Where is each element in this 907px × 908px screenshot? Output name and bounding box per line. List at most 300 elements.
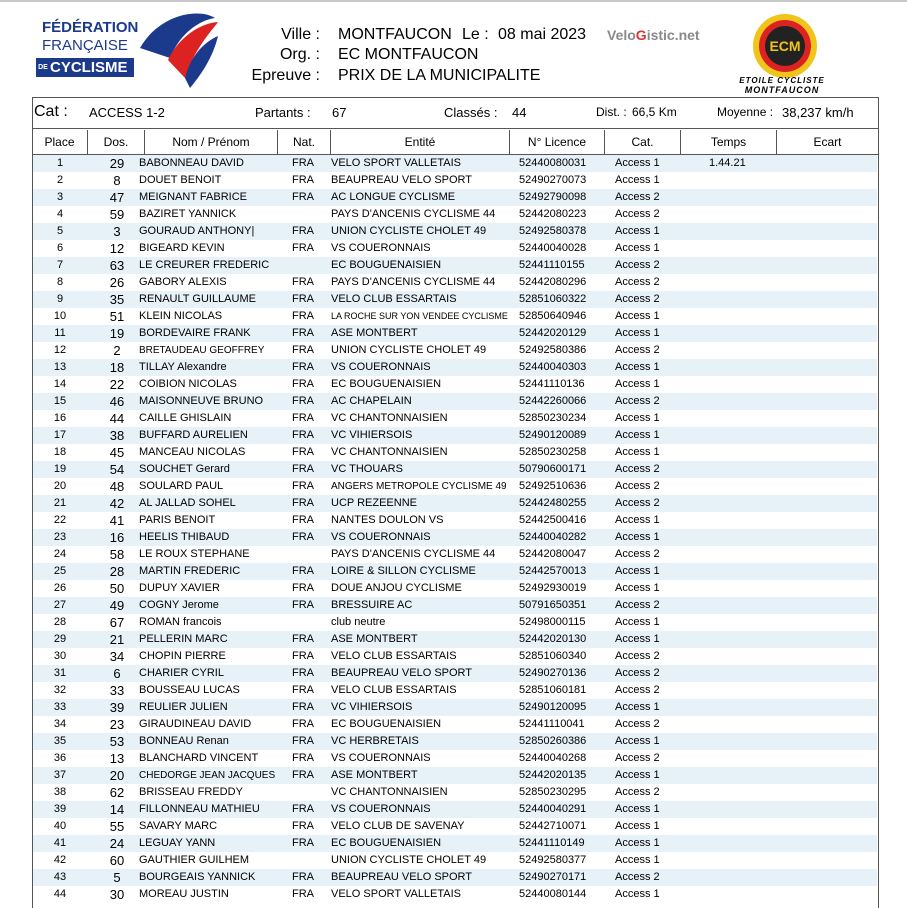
row-entity: LOIRE & SILLON CYCLISME [331,565,476,577]
row-licence: 52851060181 [519,684,587,696]
row-name: GOURAUD ANTHONY| [139,225,255,237]
row-entity: VC CHANTONNAISIEN [331,786,448,798]
table-row [33,291,877,308]
row-name: RENAULT GUILLAUME [139,293,256,305]
row-entity: VC CHANTONNAISIEN [331,412,448,424]
row-nationality: FRA [292,446,314,458]
row-dossard: 54 [109,462,125,477]
row-entity: NANTES DOULON VS [331,514,444,526]
row-name: MARTIN FREDERIC [139,565,241,577]
table-row [33,801,877,818]
row-licence: 52442020130 [519,633,587,645]
row-nationality: FRA [292,327,314,339]
row-place: 35 [53,735,67,747]
row-dossard: 29 [109,156,125,171]
row-name: BOUSSEAU LUCAS [139,684,240,696]
org-label: Org. : [279,46,320,63]
row-dossard: 44 [109,411,125,426]
row-place: 44 [53,888,67,900]
row-category: Access 1 [615,429,660,441]
row-entity: UCP REZEENNE [331,497,417,509]
row-entity: DOUE ANJOU CYCLISME [331,582,462,594]
row-entity: VELO CLUB ESSARTAIS [331,684,457,696]
row-category: Access 2 [615,208,660,220]
col-temps: Temps [681,130,777,154]
row-name: HEELIS THIBAUD [139,531,230,543]
table-row [33,631,877,648]
col-name: Nom / Prénom [145,130,278,154]
row-licence: 52441110149 [519,837,585,849]
row-nationality: FRA [292,293,314,305]
row-place: 41 [53,837,67,849]
row-place: 17 [53,429,67,441]
row-name: CHEDORGE JEAN JACQUES [139,770,276,781]
row-category: Access 1 [615,327,660,339]
row-dossard: 62 [109,785,125,800]
ffc-line3: CYCLISME [50,59,128,76]
row-entity: VS COUERONNAIS [331,531,431,543]
row-category: Access 1 [615,633,660,645]
row-licence: 52440040282 [519,531,587,543]
row-dossard: 6 [113,666,121,681]
row-licence: 52851060340 [519,650,587,662]
table-row [33,682,877,699]
row-dossard: 49 [109,598,125,613]
row-licence: 52441110041 [519,718,585,730]
org-value: EC MONTFAUCON [338,46,479,63]
row-entity: VELO SPORT VALLETAIS [331,157,462,169]
row-category: Access 2 [615,667,660,679]
club-wheel-icon [727,10,837,80]
row-category: Access 1 [615,157,660,169]
row-category: Access 1 [615,361,660,373]
row-nationality: FRA [292,463,314,475]
row-place: 3 [56,191,64,203]
row-entity: ASE MONTBERT [331,769,418,781]
row-licence: 52490270073 [519,174,587,186]
row-place: 26 [53,582,67,594]
row-nationality: FRA [292,378,314,390]
row-licence: 50790600171 [519,463,587,475]
row-place: 42 [53,854,67,866]
row-nationality: FRA [292,718,314,730]
row-nationality: FRA [292,650,314,662]
row-category: Access 2 [615,871,660,883]
row-entity: VC VIHIERSOIS [331,429,413,441]
row-place: 32 [53,684,67,696]
row-place: 6 [56,242,64,254]
row-nationality: FRA [292,174,314,186]
row-nationality: FRA [292,429,314,441]
row-category: Access 2 [615,293,660,305]
row-licence: 52442710071 [519,820,587,832]
row-dossard: 42 [109,496,125,511]
row-category: Access 2 [615,463,660,475]
table-row [33,546,877,563]
table-row [33,376,877,393]
row-licence: 52442080296 [519,276,587,288]
row-name: BIGEARD KEVIN [139,242,225,254]
row-place: 13 [53,361,67,373]
table-row [33,648,877,665]
row-entity: BEAUPREAU VELO SPORT [331,871,473,883]
row-name: MOREAU JUSTIN [139,888,229,900]
table-row [33,767,877,784]
table-row [33,563,877,580]
row-dossard: 55 [109,819,125,834]
table-row [33,427,877,444]
row-place: 34 [53,718,67,730]
row-licence: 52850260386 [519,735,587,747]
row-place: 31 [53,667,67,679]
row-entity: VC THOUARS [331,463,403,475]
row-nationality: FRA [292,191,314,203]
category-bar [32,98,878,129]
row-name: BLANCHARD VINCENT [139,752,259,764]
row-entity: VC CHANTONNAISIEN [331,446,448,458]
row-entity: VELO CLUB ESSARTAIS [331,293,457,305]
row-entity: EC BOUGUENAISIEN [331,378,442,390]
row-category: Access 2 [615,276,660,288]
row-dossard: 46 [109,394,125,409]
row-nationality: FRA [292,599,314,611]
row-dossard: 58 [109,547,125,562]
row-time: 1.44.21 [709,157,746,169]
row-place: 28 [53,616,67,628]
col-dos: Dos. [88,130,145,154]
row-name: LEGUAY YANN [139,837,216,849]
row-nationality: FRA [292,667,314,679]
row-dossard: 41 [109,513,125,528]
table-row [33,172,877,189]
table-row [33,393,877,410]
row-nationality: FRA [292,565,314,577]
row-entity: club neutre [331,616,386,628]
results-table-body [33,155,877,903]
row-category: Access 2 [615,650,660,662]
row-place: 10 [53,310,67,322]
row-licence: 52440080031 [519,157,587,169]
dist-label: Dist. : [596,105,627,119]
row-dossard: 39 [109,700,125,715]
row-licence: 52850640946 [519,310,587,322]
table-row [33,886,877,903]
row-nationality: FRA [292,480,314,492]
date-value: 08 mai 2023 [498,26,587,43]
row-place: 20 [53,480,67,492]
table-row [33,665,877,682]
row-dossard: 8 [113,173,121,188]
row-dossard: 2 [113,343,121,358]
row-entity: EC BOUGUENAISIEN [331,837,442,849]
row-category: Access 1 [615,378,660,390]
row-licence: 52490120095 [519,701,587,713]
row-place: 30 [53,650,67,662]
row-entity: AC CHAPELAIN [331,395,412,407]
row-category: Access 1 [615,412,660,424]
row-entity: VC HERBRETAIS [331,735,419,747]
row-nationality: FRA [292,837,314,849]
row-dossard: 48 [109,479,125,494]
row-entity: BEAUPREAU VELO SPORT [331,174,473,186]
row-category: Access 2 [615,548,660,560]
row-licence: 50791650351 [519,599,587,611]
row-entity: BEAUPREAU VELO SPORT [331,667,473,679]
row-place: 18 [53,446,67,458]
row-licence: 52492580386 [519,344,587,356]
dist-value: 66,5 Km [632,105,677,119]
row-licence: 52440040028 [519,242,587,254]
table-row [33,495,877,512]
row-name: GAUTHIER GUILHEM [139,854,250,866]
row-entity: PAYS D'ANCENIS CYCLISME 44 [331,276,496,288]
row-licence: 52442500416 [519,514,587,526]
row-name: AL JALLAD SOHEL [139,497,236,509]
row-name: BUFFARD AURELIEN [139,429,248,441]
row-place: 23 [53,531,67,543]
row-licence: 52490270136 [519,667,587,679]
row-licence: 52851060322 [519,293,587,305]
table-row [33,716,877,733]
row-place: 14 [53,378,67,390]
row-dossard: 26 [109,275,125,290]
row-name: GIRAUDINEAU DAVID [139,718,252,730]
row-licence: 52442080223 [519,208,587,220]
table-row [33,410,877,427]
row-name: MAISONNEUVE BRUNO [139,395,264,407]
row-dossard: 23 [109,717,125,732]
row-nationality: FRA [292,310,314,322]
row-place: 36 [53,752,67,764]
row-name: BORDEVAIRE FRANK [139,327,251,339]
row-place: 39 [53,803,67,815]
row-entity: AC LONGUE CYCLISME [331,191,456,203]
row-name: MANCEAU NICOLAS [139,446,246,458]
row-licence: 52442020129 [519,327,587,339]
row-entity: VS COUERONNAIS [331,361,431,373]
row-licence: 52441110136 [519,378,585,390]
row-nationality: FRA [292,769,314,781]
row-name: SOUCHET Gerard [139,463,230,475]
row-place: 21 [53,497,67,509]
column-header-row [32,130,878,155]
col-licence: N° Licence [510,130,605,154]
row-category: Access 1 [615,446,660,458]
epreuve-value: PRIX DE LA MUNICIPALITE [338,67,541,84]
row-entity: VS COUERONNAIS [331,803,431,815]
row-place: 40 [53,820,67,832]
row-dossard: 21 [109,632,125,647]
row-name: BOURGEAIS YANNICK [139,871,256,883]
row-name: LE CREURER FREDERIC [139,259,270,271]
row-nationality: FRA [292,531,314,543]
row-place: 37 [53,769,67,781]
row-entity: VELO CLUB ESSARTAIS [331,650,457,662]
row-category: Access 2 [615,684,660,696]
row-dossard: 67 [109,615,125,630]
row-category: Access 1 [615,735,660,747]
row-licence: 52440040303 [519,361,587,373]
row-name: CHOPIN PIERRE [139,650,226,662]
row-dossard: 60 [109,853,125,868]
row-licence: 52442260066 [519,395,587,407]
col-cat: Cat. [605,130,681,154]
row-dossard: 16 [109,530,125,545]
table-row [33,699,877,716]
row-category: Access 2 [615,395,660,407]
row-dossard: 51 [109,309,125,324]
row-entity: BRESSUIRE AC [331,599,413,611]
row-dossard: 3 [113,224,121,239]
row-category: Access 1 [615,514,660,526]
row-licence: 52442080047 [519,548,587,560]
ville-value: MONTFAUCON [338,26,452,43]
row-nationality: FRA [292,157,314,169]
ffc-cyclisme-box [36,58,134,77]
row-name: COGNY Jerome [139,599,219,611]
table-row [33,325,877,342]
row-name: TILLAY Alexandre [139,361,227,373]
table-row [33,359,877,376]
row-nationality: FRA [292,633,314,645]
row-name: KLEIN NICOLAS [139,310,223,322]
table-row [33,342,877,359]
row-entity: VELO SPORT VALLETAIS [331,888,462,900]
row-nationality: FRA [292,514,314,526]
row-category: Access 1 [615,582,660,594]
classes-label: Classés : [444,105,498,120]
table-row [33,223,877,240]
col-place: Place [32,130,88,154]
row-licence: 52498000115 [519,616,586,628]
row-name: BRETAUDEAU GEOFFREY [139,345,265,356]
row-name: DUPUY XAVIER [139,582,220,594]
row-name: LE ROUX STEPHANE [139,548,250,560]
row-name: FILLONNEAU MATHIEU [139,803,260,815]
row-nationality: FRA [292,803,314,815]
row-category: Access 2 [615,191,660,203]
row-dossard: 22 [109,377,125,392]
row-place: 22 [53,514,67,526]
row-place: 24 [53,548,67,560]
row-dossard: 5 [113,870,121,885]
table-row [33,308,877,325]
row-place: 33 [53,701,67,713]
table-row [33,784,877,801]
table-row [33,155,877,172]
table-row [33,478,877,495]
row-name: COIBION NICOLAS [139,378,237,390]
row-licence: 52492930019 [519,582,587,594]
row-dossard: 45 [109,445,125,460]
row-entity: UNION CYCLISTE CHOLET 49 [331,344,487,356]
table-row [33,852,877,869]
row-dossard: 30 [109,887,125,902]
ville-label: Ville : [281,26,320,43]
moyenne-label: Moyenne : [717,105,774,119]
row-entity: EC BOUGUENAISIEN [331,718,442,730]
row-place: 8 [56,276,64,288]
row-nationality: FRA [292,344,314,356]
top-border [0,0,907,2]
row-category: Access 1 [615,616,660,628]
row-category: Access 2 [615,344,660,356]
table-row [33,869,877,886]
row-place: 43 [53,871,67,883]
row-dossard: 35 [109,292,125,307]
row-licence: 52850230295 [519,786,587,798]
row-category: Access 2 [615,480,660,492]
row-licence: 52492580377 [519,854,587,866]
row-category: Access 2 [615,786,660,798]
table-row [33,750,877,767]
row-name: CAILLE GHISLAIN [139,412,232,424]
table-row [33,257,877,274]
table-row [33,189,877,206]
table-row [33,444,877,461]
row-name: SAVARY MARC [139,820,218,832]
row-licence: 52490120089 [519,429,587,441]
row-category: Access 1 [615,803,660,815]
row-entity: VS COUERONNAIS [331,242,431,254]
row-nationality: FRA [292,582,314,594]
row-nationality: FRA [292,225,314,237]
row-name: BONNEAU Renan [139,735,229,747]
club-logo-text1: ETOILE CYCLISTE [739,76,825,85]
row-category: Access 2 [615,752,660,764]
row-place: 11 [54,327,66,339]
row-dossard: 59 [109,207,125,222]
row-nationality: FRA [292,820,314,832]
ffc-de: DE [38,64,48,71]
row-entity: UNION CYCLISTE CHOLET 49 [331,225,487,237]
row-place: 16 [53,412,67,424]
row-name: BRISSEAU FREDDY [139,786,243,798]
moyenne-value: 38,237 km/h [782,105,854,120]
row-entity: EC BOUGUENAISIEN [331,259,442,271]
row-entity: ANGERS METROPOLE CYCLISME 49 [331,481,507,492]
row-name: SOULARD PAUL [139,480,224,492]
row-category: Access 1 [615,854,660,866]
row-nationality: FRA [292,361,314,373]
row-nationality: FRA [292,752,314,764]
row-name: CHARIER CYRIL [139,667,224,679]
row-licence: 52492580378 [519,225,587,237]
row-place: 2 [56,174,64,186]
cat-value: ACCESS 1-2 [89,105,165,120]
row-place: 7 [56,259,64,271]
row-nationality: FRA [292,412,314,424]
row-entity: UNION CYCLISTE CHOLET 49 [331,854,487,866]
row-dossard: 53 [109,734,125,749]
row-dossard: 50 [109,581,125,596]
row-dossard: 38 [109,428,125,443]
row-dossard: 63 [109,258,125,273]
row-place: 5 [56,225,64,237]
row-licence: 52492510636 [519,480,587,492]
row-category: Access 1 [615,174,660,186]
row-dossard: 20 [109,768,125,783]
row-dossard: 14 [109,802,125,817]
row-licence: 52850230258 [519,446,587,458]
svg-text:ECM: ECM [769,38,801,54]
row-category: Access 1 [615,565,660,577]
row-dossard: 13 [109,751,125,766]
table-row [33,529,877,546]
row-licence: 52440040268 [519,752,587,764]
row-name: PARIS BENOIT [139,514,216,526]
row-licence: 52442570013 [519,565,587,577]
